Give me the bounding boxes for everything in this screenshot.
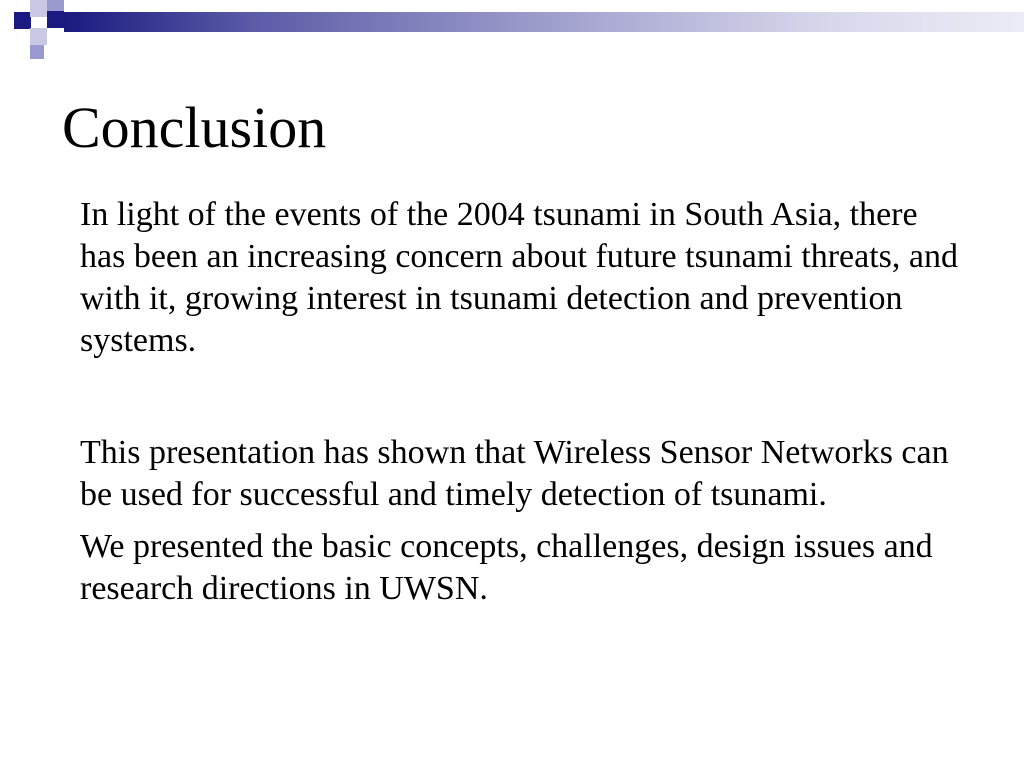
body-paragraph: This presentation has shown that Wireless Sensor Networks can be used for successful and timely detection of tsunami. bbox=[80, 434, 949, 513]
decorative-square bbox=[30, 28, 47, 45]
decorative-square bbox=[14, 12, 31, 29]
slide-title: Conclusion bbox=[62, 95, 327, 160]
decorative-square bbox=[30, 0, 47, 17]
decorative-square bbox=[47, 11, 64, 28]
slide-body bbox=[80, 194, 970, 610]
body-paragraph: In light of the events of the 2004 tsunami in South Asia, there has been an increasing concern about future tsunami threats, and with it, growing interest in tsunami detection and prevention systems. bbox=[80, 196, 959, 359]
decorative-square bbox=[30, 45, 44, 59]
header-gradient-bar bbox=[64, 12, 1024, 32]
body-paragraph: We presented the basic concepts, challenges, design issues and research directions in UWSN. bbox=[80, 528, 933, 607]
